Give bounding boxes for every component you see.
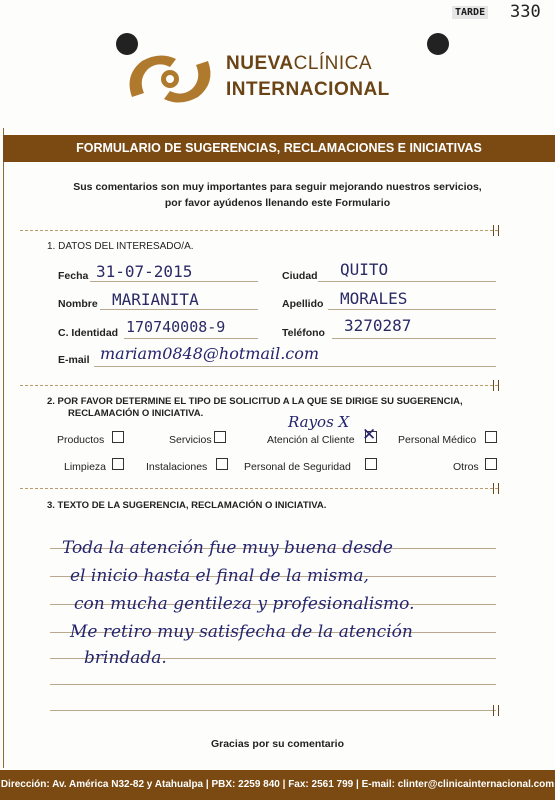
fecha-field[interactable]: 31-07-2015 — [96, 262, 193, 281]
divider-3 — [20, 488, 498, 489]
ciudad-line — [318, 281, 496, 282]
fecha-label: Fecha — [58, 270, 89, 282]
comment-line-4: Me retiro muy satisfecha de la atención — [70, 622, 413, 642]
footer-contact: Dirección: Av. América N32-82 y Atahualpa | PBX: 2259 840 | Fax: 2561 799 | E-mail: clinter@clinicainternacional.com — [0, 770, 555, 800]
section-3-heading: 3. TEXTO DE LA SUGERENCIA, RECLAMACIÓN O INICIATIVA. — [47, 500, 327, 511]
cedula-field[interactable]: 170740008-9 — [126, 318, 226, 336]
text-line-7 — [50, 710, 496, 711]
handwritten-note: Rayos X — [288, 413, 350, 431]
divider-1 — [20, 230, 498, 231]
nombre-label: Nombre — [58, 298, 98, 310]
cedula-line — [124, 338, 258, 339]
comment-line-5: brindada. — [84, 648, 167, 668]
fecha-line — [90, 281, 258, 282]
stamp-number: 330 — [510, 2, 541, 22]
comment-line-2: el inicio hasta el final de la misma, — [70, 566, 369, 586]
divider-2-end — [493, 380, 499, 391]
text-line-6 — [50, 684, 496, 685]
logo-text-line2: INTERNACIONAL — [226, 79, 390, 100]
nombre-field[interactable]: MARIANITA — [112, 290, 199, 309]
divider-3-end — [493, 483, 499, 494]
reception-stamp — [448, 2, 552, 26]
intro-line-1: Sus comentarios son muy importantes para seguir mejorando nuestros servicios, — [73, 181, 482, 193]
logo-mark-icon — [120, 45, 220, 113]
telefono-label: Teléfono — [282, 327, 325, 339]
option-medico-label: Personal Médico — [398, 434, 477, 446]
section-1-heading: 1. DATOS DEL INTERESADO/A. — [47, 241, 194, 252]
section-2-heading-line-2: RECLAMACIÓN O INICIATIVA. — [68, 408, 204, 419]
section-3-end — [493, 705, 499, 716]
intro-line-2: por favor ayúdenos llenando este Formulario — [164, 197, 391, 209]
thanks-text: Gracias por su comentario — [210, 738, 345, 750]
logo-text-rest: CLÍNICA — [293, 53, 373, 74]
email-label: E-mail — [58, 354, 90, 366]
option-servicios-label: Servicios — [169, 434, 212, 446]
email-field[interactable]: mariam0848@hotmail.com — [100, 344, 320, 363]
nombre-line — [100, 309, 258, 310]
option-medico-checkbox[interactable] — [485, 431, 497, 443]
option-instalaciones-checkbox[interactable] — [216, 458, 228, 470]
option-otros-label: Otros — [453, 461, 479, 473]
clinic-logo — [120, 45, 420, 115]
option-productos-label: Productos — [57, 434, 105, 446]
option-atencion-label: Atención al Cliente — [267, 434, 355, 446]
option-limpieza-checkbox[interactable] — [112, 458, 124, 470]
option-seguridad-checkbox[interactable] — [365, 458, 377, 470]
logo-text-bold: NUEVA — [226, 53, 294, 74]
apellido-line — [328, 309, 496, 310]
option-productos-checkbox[interactable] — [112, 431, 124, 443]
option-instalaciones-label: Instalaciones — [146, 461, 208, 473]
checked-mark-icon: ✕ — [362, 425, 377, 445]
option-seguridad-label: Personal de Seguridad — [244, 461, 351, 473]
option-limpieza-label: Limpieza — [64, 461, 107, 473]
option-otros-checkbox[interactable] — [485, 458, 497, 470]
stamp-text: TARDE — [452, 6, 488, 19]
ciudad-label: Ciudad — [282, 270, 318, 282]
telefono-field[interactable]: 3270287 — [344, 316, 412, 335]
left-margin-rule — [3, 128, 4, 768]
divider-1-end — [493, 225, 499, 236]
cedula-label: C. Identidad — [58, 327, 119, 339]
form-title: FORMULARIO DE SUGERENCIAS, RECLAMACIONES E INICIATIVAS — [3, 135, 555, 162]
punch-hole-right — [427, 33, 449, 55]
section-2-heading-line-1: 2. POR FAVOR DETERMINE EL TIPO DE SOLICITUD A LA QUE SE DIRIGE SU SUGERENCIA, — [47, 396, 463, 407]
ciudad-field[interactable]: QUITO — [340, 260, 389, 279]
comment-line-3: con mucha gentileza y profesionalismo. — [74, 594, 415, 614]
comment-line-1: Toda la atención fue muy buena desde — [62, 538, 393, 558]
apellido-field[interactable]: MORALES — [340, 289, 408, 308]
apellido-label: Apellido — [282, 298, 324, 310]
option-servicios-checkbox[interactable] — [214, 431, 226, 443]
telefono-line — [332, 338, 496, 339]
email-line — [94, 366, 496, 367]
divider-2 — [20, 385, 498, 386]
